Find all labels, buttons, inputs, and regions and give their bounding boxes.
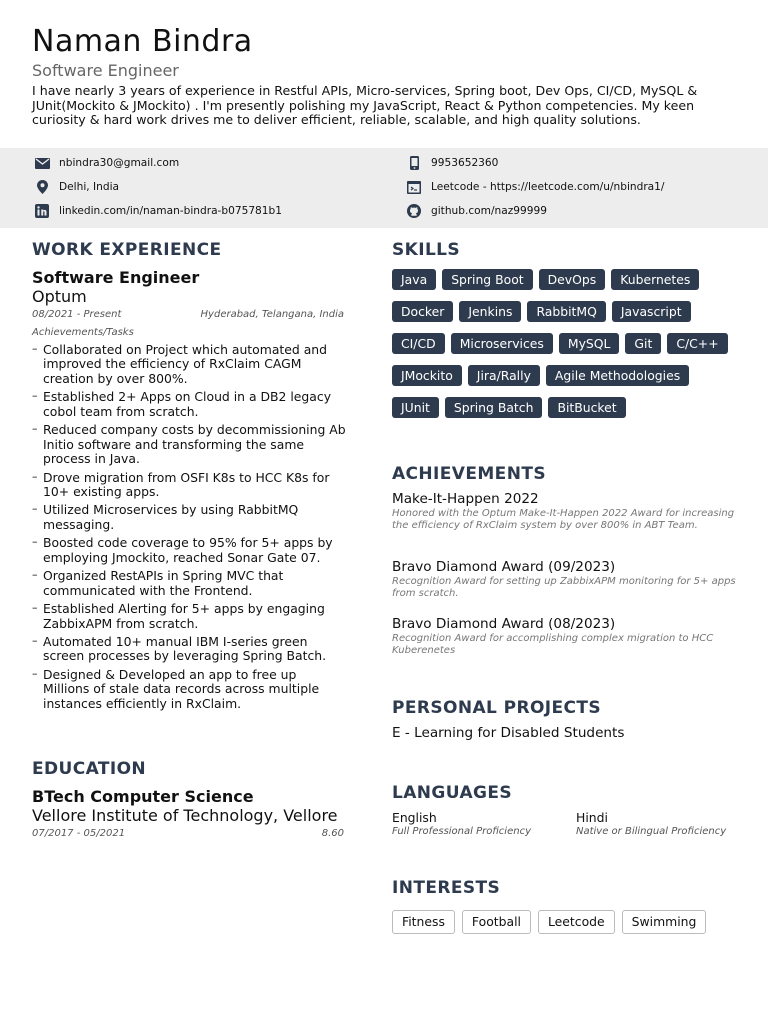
project-item: E - Learning for Disabled Students (392, 725, 625, 741)
skills-list (392, 269, 742, 429)
interests-heading: INTERESTS (392, 878, 501, 898)
contact-email[interactable] (34, 156, 179, 170)
skill-tag: Kubernetes (611, 269, 699, 290)
work-experience-heading: WORK EXPERIENCE (32, 240, 222, 260)
contact-github[interactable] (406, 204, 547, 218)
job-subheading: Achievements/Tasks (32, 327, 134, 338)
job-bullet: – Organized RestAPIs in Spring MVC that communicated with the Frontend. (32, 569, 346, 598)
job-bullet: – Designed & Developed an app to free up Millions of stale data records across multiple instances efficiently in RxClaim. (32, 668, 346, 711)
skill-tag: Microservices (451, 333, 553, 354)
education-meta (32, 828, 344, 839)
achievement-description: Recognition Award for accomplishing complex migration to HCC Kuberenetes (392, 633, 714, 656)
job-meta (32, 309, 344, 320)
language-name: English (392, 810, 437, 825)
job-bullet: – Automated 10+ manual IBM I-series green screen processes by leveraging Spring Batch. (32, 635, 346, 664)
linkedin-icon (34, 204, 50, 218)
job-location: Hyderabad, Telangana, India (200, 309, 344, 320)
interest-tag: Swimming (622, 910, 707, 934)
skill-tag: Docker (392, 301, 453, 322)
skill-tag: Spring Boot (442, 269, 532, 290)
job-bullet-list (32, 343, 346, 715)
skill-tag: DevOps (539, 269, 606, 290)
job-dates: 08/2021 - Present (32, 309, 122, 320)
linkedin-text: linkedin.com/in/naman-bindra-b075781b1 (59, 205, 283, 217)
location-pin-icon (34, 180, 50, 194)
interest-tag: Fitness (392, 910, 455, 934)
education-heading: EDUCATION (32, 759, 147, 779)
skill-tag: Spring Batch (445, 397, 543, 418)
achievement-title: Bravo Diamond Award (09/2023) (392, 559, 616, 575)
skill-row (392, 365, 742, 386)
job-bullet: – Established 2+ Apps on Cloud in a DB2 legacy cobol team from scratch. (32, 390, 346, 419)
skill-tag: Javascript (612, 301, 691, 322)
education-grade: 8.60 (321, 828, 344, 839)
skill-row (392, 333, 742, 354)
education-dates: 07/2017 - 05/2021 (32, 828, 126, 839)
skill-tag: Jira/Rally (468, 365, 540, 386)
skill-row (392, 269, 742, 290)
achievement-item (392, 559, 742, 600)
skill-tag: Jenkins (459, 301, 521, 322)
skills-heading: SKILLS (392, 240, 461, 260)
skill-tag: BitBucket (548, 397, 625, 418)
skill-tag: RabbitMQ (527, 301, 605, 322)
skill-row (392, 301, 742, 322)
education-degree: BTech Computer Science (32, 787, 254, 806)
achievement-description: Honored with the Optum Make-It-Happen 2022 Award for increasing the efficiency of RxClaim system by over 800% in ABT Team. (392, 508, 735, 531)
skill-tag: MySQL (559, 333, 620, 354)
achievement-description: Recognition Award for setting up ZabbixAPM monitoring for 5+ apps from scratch. (392, 576, 736, 599)
achievements-heading: ACHIEVEMENTS (392, 464, 546, 484)
contact-location (34, 180, 119, 194)
skill-tag: Git (625, 333, 661, 354)
achievement-item (392, 491, 742, 532)
leetcode-text: Leetcode - https://leetcode.com/u/nbindra1/ (431, 181, 665, 193)
resume-header (32, 24, 742, 128)
job-bullet: – Reduced company costs by decommissioning Ab Initio software and transforming the same process in Java. (32, 423, 346, 466)
language-item (576, 810, 726, 837)
phone-text: 9953652360 (431, 157, 499, 169)
location-text: Delhi, India (59, 181, 120, 193)
candidate-name: Naman Bindra (32, 24, 253, 59)
job-bullet: – Established Alerting for 5+ apps by engaging ZabbixAPM from scratch. (32, 602, 346, 631)
candidate-title: Software Engineer (32, 61, 179, 80)
job-company: Optum (32, 287, 87, 306)
contact-phone[interactable] (406, 156, 498, 170)
skill-tag: JUnit (392, 397, 439, 418)
envelope-icon (34, 156, 50, 170)
languages-heading: LANGUAGES (392, 783, 513, 803)
education-school: Vellore Institute of Technology, Vellore (32, 806, 338, 825)
achievement-title: Make-It-Happen 2022 (392, 491, 539, 507)
job-bullet: – Utilized Microservices by using RabbitMQ messaging. (32, 503, 346, 532)
github-text: github.com/naz99999 (431, 205, 548, 217)
language-name: Hindi (576, 810, 608, 825)
skill-tag: Java (392, 269, 436, 290)
job-bullet: – Collaborated on Project which automated and improved the efficiency of RxClaim CAGM creation by over 800%. (32, 343, 346, 386)
phone-icon (406, 156, 422, 170)
skill-tag: JMockito (392, 365, 462, 386)
achievement-title: Bravo Diamond Award (08/2023) (392, 616, 616, 632)
skill-tag: C/C++ (667, 333, 727, 354)
contact-leetcode[interactable] (406, 180, 665, 194)
github-icon (406, 204, 422, 218)
summary-paragraph: I have nearly 3 years of experience in Restful APIs, Micro-services, Spring boot, Dev Ops, CI/CD, MySQL & JUnit(Mockito & JMockito) . I'm presently polishing my JavaScript, React & Python competencies. My keen curiosity & hard work drives me to deliver efficient, reliable, scalable, and high quality solutions. (32, 83, 698, 128)
interest-tag: Leetcode (538, 910, 615, 934)
contact-linkedin[interactable] (34, 204, 282, 218)
interests-list (392, 910, 713, 934)
job-bullet: – Drove migration from OSFI K8s to HCC K8s for 10+ existing apps. (32, 471, 346, 500)
skill-row (392, 397, 742, 418)
skill-tag: Agile Methodologies (546, 365, 689, 386)
interest-tag: Football (462, 910, 531, 934)
job-title: Software Engineer (32, 268, 200, 287)
email-text: nbindra30@gmail.com (59, 157, 180, 169)
web-link-icon (406, 180, 422, 194)
language-level: Native or Bilingual Proficiency (576, 826, 727, 837)
achievement-item (392, 616, 742, 657)
personal-projects-heading: PERSONAL PROJECTS (392, 698, 602, 718)
language-level: Full Professional Proficiency (392, 826, 531, 837)
language-item (392, 810, 531, 837)
skill-tag: CI/CD (392, 333, 445, 354)
job-bullet: – Boosted code coverage to 95% for 5+ apps by employing Jmockito, reached Sonar Gate 07. (32, 536, 346, 565)
